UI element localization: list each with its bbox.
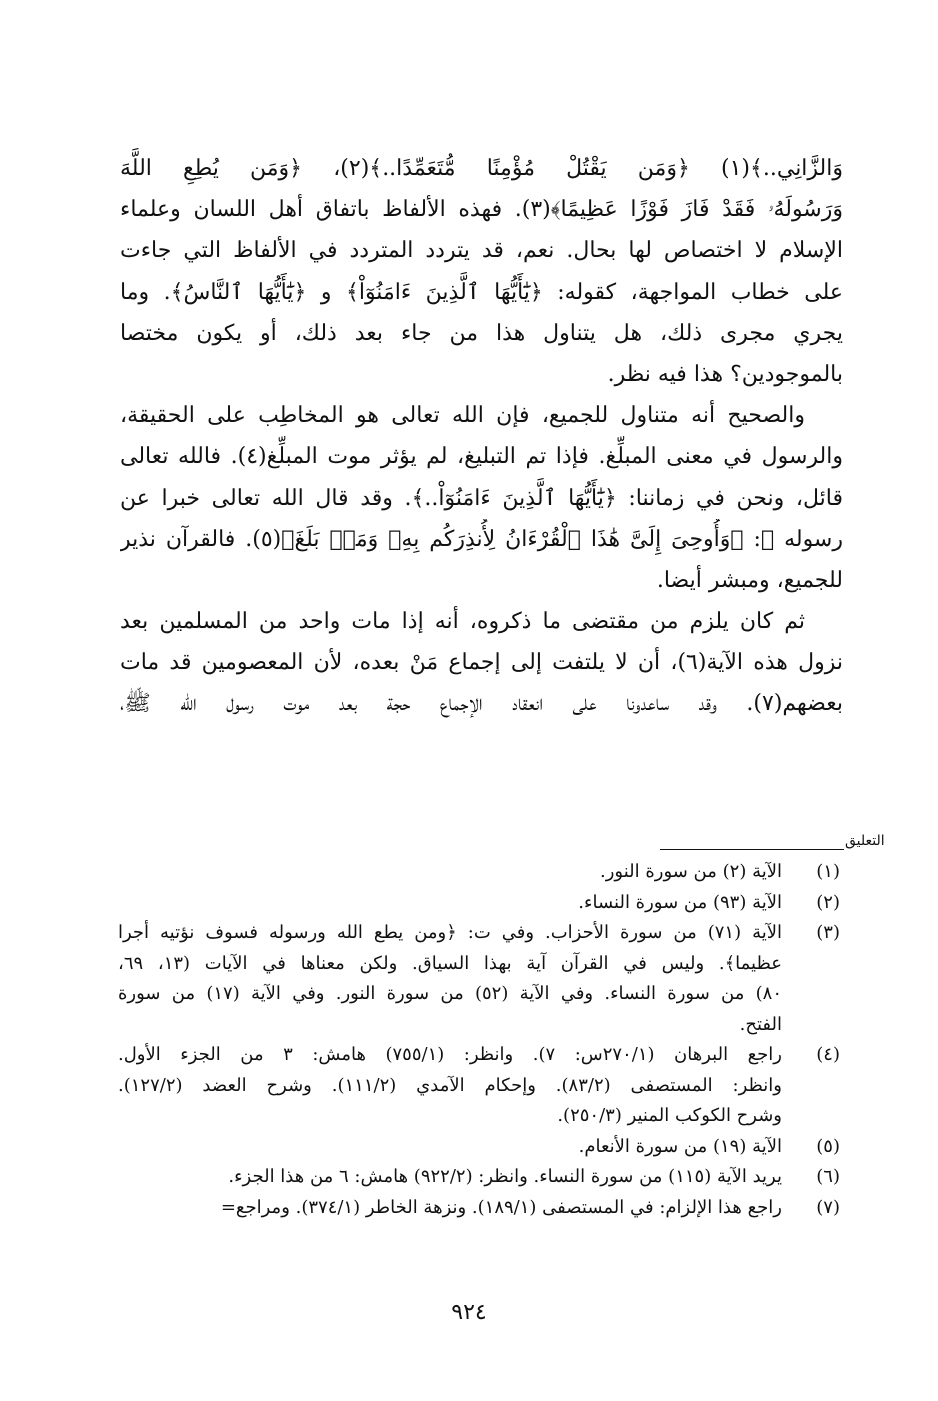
footnote-text (118, 1162, 782, 1193)
text-line: نزول هذه الآية(٦)، أن لا يلتفت إلى إجماع مَنْ بعده، لأن المعصومين قد مات (120, 650, 843, 676)
footnote-number: (٢) (816, 891, 840, 913)
footnote-line: راجع البرهان (٢٧٠/١س: ٧). وانظر: (٧٥٥/١) هامش: ٣ من الجزء الأول. (118, 1044, 782, 1065)
notes-label: التعليق (845, 833, 885, 849)
footnote-text (118, 918, 782, 1040)
footnote-line: راجع هذا الإلزام: في المستصفى (١٨٩/١). ونزهة الخاطر (٣٧٤/١). ومراجع= (220, 1196, 782, 1218)
text-line: وَالزَّانِي..﴾(١) ﴿وَمَن يَقْتُلْ مُؤْمِنًا مُّتَعَمِّدًا..﴾(٢)، ﴿وَمَن يُطِعِ اللَّهَ (120, 156, 843, 181)
footnote-line: الآية (٢) من سورة النور. (599, 861, 782, 882)
footnote-line: الآية (١٩) من سورة الأنعام. (578, 1135, 782, 1157)
text-line: رسوله ﷺ: ﴿وَأُوحِىَ إِلَىَّ هَٰذَا ٱلْقُرْءَانُ لِأُنذِرَكُم بِهِۦ وَمَنۢ بَلَغَ﴾(٥). فالقرآن نذير (120, 526, 843, 552)
text-line: ثم كان يلزم من مقتضى ما ذكروه، أنه إذا مات واحد من المسلمين بعد (120, 609, 805, 635)
footnote (118, 918, 840, 1040)
footnote-text (118, 1193, 782, 1224)
footnote (118, 1132, 840, 1163)
footnote (118, 888, 840, 919)
footnote-line: الفتح. (739, 1013, 782, 1035)
footnote (118, 1162, 840, 1193)
text-line: والرسول في معنى المبلِّغ. فإذا تم التبليغ، لم يؤثر موت المبلِّغ(٤). فالله تعالى (120, 444, 843, 470)
text-line: وَرَسُولَهُۥ فَقَدْ فَازَ فَوْزًا عَظِيمًا﴾(٣). فهذه الألفاظ باتفاق أهل اللسان وعلماء (120, 197, 843, 223)
text-line: والصحيح أنه متناول للجميع، فإن الله تعالى هو المخاطِب على الحقيقة، (120, 403, 805, 429)
page-number: ٩٢٤ (451, 1300, 487, 1325)
footnote-line: عظيما﴾. وليس في القرآن آية بهذا السياق. ولكن معناها في الآيات (١٣، ٦٩، (118, 952, 782, 974)
footnote-line: يريد الآية (١١٥) من سورة النساء. وانظر: (٩٢٢/٢) هامش: ٦ من هذا الجزء. (228, 1166, 782, 1187)
text-line: الإسلام لا اختصاص لها بحال. نعم، قد يتردد المتردد في الألفاظ التي جاءت (120, 238, 843, 264)
footnotes (118, 857, 840, 1223)
footnote-number: (٥) (816, 1135, 840, 1157)
footnote-line: ٨٠) من سورة النساء. وفي الآية (٥٢) من سورة النور. وفي الآية (١٧) من سورة (118, 983, 782, 1004)
footnote-text (118, 888, 782, 919)
footnote (118, 857, 840, 888)
footnote (118, 1040, 840, 1132)
text-line: على خطاب المواجهة، كقوله: ﴿يَٰٓأَيُّهَا ٱلَّذِينَ ءَامَنُوٓاْ﴾ و ﴿يَٰٓأَيُّهَا ٱلنَّاسُ﴾. وما (120, 279, 843, 305)
text-line: يجري مجرى ذلك، هل يتناول هذا من جاء بعد ذلك، أو يكون مختصا (120, 320, 843, 346)
footnote (118, 1193, 840, 1224)
footnote-number: (٤) (816, 1044, 840, 1065)
footnote-line: الآية (٧١) من سورة الأحزاب. وفي ت: ﴿ومن يطع الله ورسوله فسوف نؤتيه أجرا (118, 922, 782, 943)
footnote-number: (٣) (816, 922, 840, 943)
footnote-text (118, 857, 782, 888)
footnote-text (118, 1132, 782, 1163)
footnote-number: (٦) (816, 1166, 840, 1187)
main-text (120, 148, 843, 725)
footnote-number: (٧) (816, 1196, 840, 1218)
footnote-divider (660, 849, 844, 850)
footnote-line: وانظر: المستصفى (٨٣/٢). وإحكام الآمدي (١١١/٢). وشرح العضد (١٢٧/٢). (118, 1074, 782, 1096)
text-line: بالموجودين؟ هذا فيه نظر. (607, 361, 843, 387)
footnote-line: الآية (٩٣) من سورة النساء. (578, 891, 782, 913)
text-line: بعضهم(٧). وقد ساعدونا على انعقاد الإجماع حجة بعد موت رسول الله ﷺ، (120, 691, 843, 717)
footnote-line: وشرح الكوكب المنير (٢٥٠/٣). (557, 1105, 782, 1126)
text-line: قائل، ونحن في زماننا: ﴿يَٰٓأَيُّهَا ٱلَّذِينَ ءَامَنُوٓاْ..﴾. وقد قال الله تعالى خبرا عن (120, 485, 843, 511)
footnote-number: (١) (816, 861, 840, 882)
text-line: للجميع، ومبشر أيضا. (656, 567, 843, 593)
footnote-text (118, 1040, 782, 1132)
